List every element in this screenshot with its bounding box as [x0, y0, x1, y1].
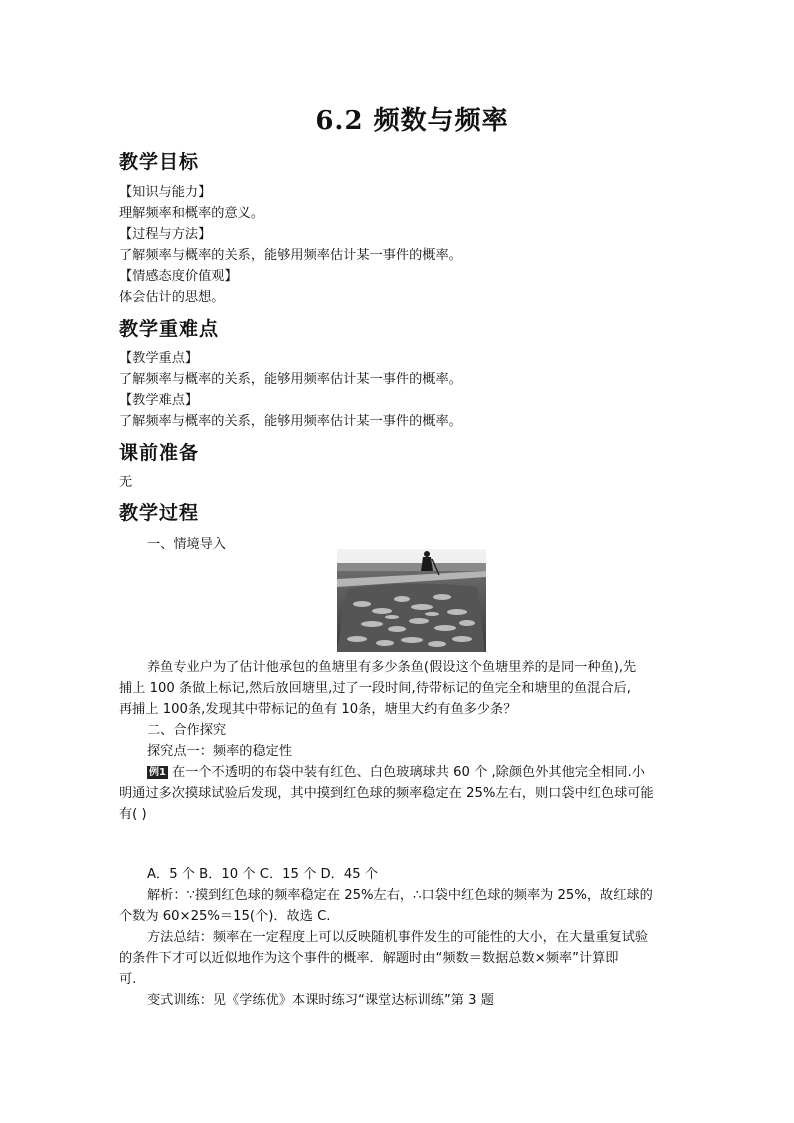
process-text: 了解频率与概率的关系，能够用频率估计某一事件的概率。: [119, 248, 462, 263]
difficult-text: 了解频率与概率的关系，能够用频率估计某一事件的概率。: [119, 414, 462, 429]
prep-text: 无: [119, 475, 133, 490]
analysis-line-1: 解析：∵摸到红色球的频率稳定在 25%左右，∴口袋中红色球的频率为 25%，故红球的: [147, 888, 653, 903]
summary-line-1: 方法总结：频率在一定程度上可以反映随机事件发生的可能性的大小，在大量重复试验: [147, 930, 649, 945]
intro-paragraph-line-3: 再捕上 100条,发现其中带标记的鱼有 10条，塘里大约有鱼多少条？: [119, 702, 517, 717]
variant-training: 变式训练：见《学练优》本课时练习“课堂达标训练”第 3 题: [147, 993, 494, 1008]
summary-line-3: 可.: [119, 972, 137, 987]
attitude-text: 体会估计的思想。: [119, 290, 225, 305]
process-label: 【过程与方法】: [119, 227, 212, 242]
analysis-line-2: 个数为 60×25%＝15(个)．故选 C.: [119, 909, 331, 924]
example-line-1: [147, 761, 645, 780]
example-badge: 例1: [149, 767, 166, 778]
objectives-heading: 教学目标: [119, 151, 200, 173]
knowledge-text: 理解频率和概率的意义。: [119, 206, 265, 221]
example-line-2: 明通过多次摸球试验后发现，其中摸到红色球的频率稳定在 25%左右，则口袋中红色球可能: [119, 786, 654, 801]
fish-pond-image: [337, 549, 486, 652]
example-line-3: 有( ): [119, 807, 147, 822]
explore-point-1: 探究点一：频率的稳定性: [147, 744, 293, 759]
intro-paragraph-line-2: 捕上 100 条做上标记,然后放回塘里,过了一段时间,待带标记的鱼完全和塘里的鱼混合后,: [119, 681, 631, 696]
attitude-label: 【情感态度价值观】: [119, 269, 238, 284]
example-text-1: 在一个不透明的布袋中装有红色、白色玻璃球共 60 个 ,除颜色外其他完全相同.小: [171, 765, 645, 780]
process-heading: 教学过程: [119, 502, 200, 524]
key-point-label: 【教学重点】: [119, 351, 199, 366]
key-point-text: 了解频率与概率的关系，能够用频率估计某一事件的概率。: [119, 372, 462, 387]
difficult-label: 【教学难点】: [119, 393, 199, 408]
intro-label: 一、情境导入: [147, 537, 227, 552]
page-title: 6.2 频数与频率: [315, 106, 509, 136]
key-heading: 教学重难点: [119, 318, 220, 340]
explore-label: 二、合作探究: [147, 723, 227, 738]
fish-pond-photo: [337, 549, 486, 652]
knowledge-label: 【知识与能力】: [119, 185, 212, 200]
prep-heading: 课前准备: [119, 442, 200, 464]
answer-options: A．5 个 B．10 个 C．15 个 D．45 个: [147, 867, 379, 882]
summary-line-2: 的条件下才可以近似地作为这个事件的概率．解题时由“频数＝数据总数×频率”计算即: [119, 951, 619, 966]
intro-paragraph-line-1: 养鱼专业户为了估计他承包的鱼塘里有多少条鱼(假设这个鱼塘里养的是同一种鱼),先: [147, 660, 637, 675]
